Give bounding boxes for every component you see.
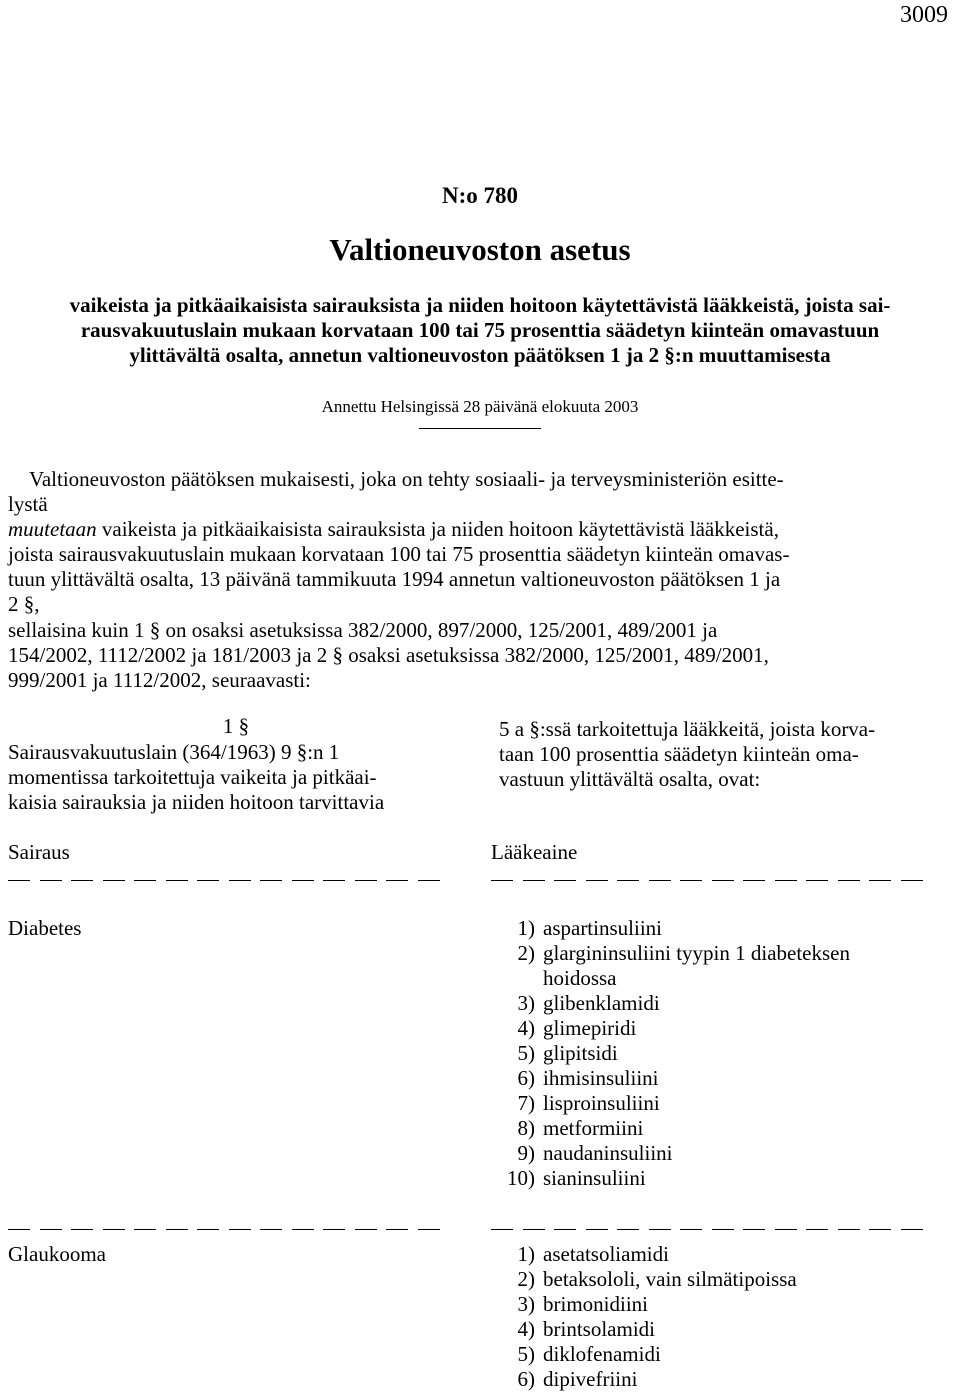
- disease-name: Glaukooma: [8, 1242, 106, 1266]
- intro-line: 154/2002, 1112/2002 ja 181/2003 ja 2 § osaksi asetuksissa 382/2000, 125/2001, 489/2001,: [8, 643, 769, 667]
- drug-item: [491, 916, 850, 941]
- decree-title: Valtioneuvoston asetus: [329, 232, 631, 267]
- section-heading: 1 §: [222, 714, 250, 738]
- drug-name: ihmisinsuliini: [543, 1066, 659, 1090]
- drug-item: [491, 1166, 850, 1191]
- page-number: 3009: [900, 2, 948, 28]
- subtitle-line: rausvakuutuslain mukaan korvataan 100 tai 75 prosenttia säädetyn kiinteän omavastuun: [80, 318, 880, 342]
- drug-number: 5): [517, 1342, 535, 1366]
- drug-number: 1): [517, 916, 535, 940]
- decree-number: N:o 780: [441, 183, 519, 208]
- drug-item: [491, 1116, 850, 1141]
- drug-number: 8): [517, 1116, 535, 1140]
- drug-item: [491, 1016, 850, 1041]
- drug-item: [491, 1317, 797, 1342]
- intro-line: Valtioneuvoston päätöksen mukaisesti, joka on tehty sosiaali- ja terveysministeriön esitte-: [29, 467, 784, 491]
- drug-list: [491, 916, 850, 1191]
- drug-number: 1): [517, 1242, 535, 1266]
- drug-number: 4): [517, 1317, 535, 1341]
- subtitle-line: vaikeista ja pitkäaikaisista sairauksista ja niiden hoitoon käytettävistä lääkkeistä, joista sai-: [69, 293, 891, 317]
- drug-number: 3): [517, 991, 535, 1015]
- drug-name: brimonidiini: [543, 1292, 648, 1316]
- drug-name: hoidossa: [543, 966, 617, 990]
- left-col-line: kaisia sairauksia ja niiden hoitoon tarvittavia: [8, 790, 385, 814]
- dashed-rule: [491, 1229, 923, 1230]
- dashed-rule: [8, 1229, 440, 1230]
- right-col-line: 5 a §:ssä tarkoitettuja lääkkeitä, joista korva-: [499, 717, 876, 741]
- drug-item: [491, 1066, 850, 1091]
- right-col-line: vastuun ylittävältä osalta, ovat:: [499, 767, 761, 791]
- drug-name: glimepiridi: [543, 1016, 637, 1040]
- drug-name: asetatsoliamidi: [543, 1242, 669, 1266]
- decree-subtitle: [8, 293, 952, 368]
- drug-number: 6): [517, 1367, 535, 1391]
- drug-item: [491, 1267, 797, 1292]
- intro-line: lystä: [8, 492, 48, 516]
- drug-item: [491, 941, 850, 966]
- drug-name: sianinsuliini: [543, 1166, 646, 1190]
- col-header-drug: Lääkeaine: [491, 840, 578, 864]
- drug-name: glipitsidi: [543, 1041, 618, 1065]
- given-date: Annettu Helsingissä 28 päivänä elokuuta 2003: [321, 397, 639, 416]
- drug-number: 4): [517, 1016, 535, 1040]
- amend-text: vaikeista ja pitkäaikaisista sairauksista ja niiden hoitoon käytettävistä lääkkeistä,: [101, 517, 779, 541]
- col-header-disease: Sairaus: [8, 840, 70, 864]
- drug-number: 5): [517, 1041, 535, 1065]
- subtitle-line: ylittävältä osalta, annetun valtioneuvoston päätöksen 1 ja 2 §:n muuttamisesta: [129, 343, 831, 367]
- drug-number: 7): [517, 1091, 535, 1115]
- drug-item: [491, 1367, 797, 1392]
- drug-name: betaksololi, vain silmätipoissa: [543, 1267, 797, 1291]
- dashed-rule: [8, 880, 440, 881]
- drug-name: glibenklamidi: [543, 991, 660, 1015]
- disease-name: Diabetes: [8, 916, 82, 940]
- intro-line: [8, 517, 779, 542]
- dashed-rule: [491, 880, 923, 881]
- amend-keyword: muutetaan: [8, 517, 97, 541]
- drug-name: metformiini: [543, 1116, 644, 1140]
- drug-number: 10): [507, 1166, 535, 1190]
- drug-number: 2): [517, 941, 535, 965]
- intro-line: sellaisina kuin 1 § on osaksi asetuksissa 382/2000, 897/2000, 125/2001, 489/2001 ja: [8, 618, 718, 642]
- intro-line: 2 §,: [8, 592, 40, 616]
- right-col-line: taan 100 prosenttia säädetyn kiinteän oma-: [499, 742, 859, 766]
- intro-line: joista sairausvakuutuslain mukaan korvataan 100 tai 75 prosenttia säädetyn kiinteän omavas-: [8, 542, 790, 566]
- drug-name: brintsolamidi: [543, 1317, 655, 1341]
- drug-number: 9): [517, 1141, 535, 1165]
- drug-name: naudaninsuliini: [543, 1141, 673, 1165]
- drug-name: diklofenamidi: [543, 1342, 661, 1366]
- drug-list: [491, 1242, 797, 1392]
- drug-name: glargininsuliini tyypin 1 diabeteksen: [543, 941, 850, 965]
- drug-name: aspartinsuliini: [543, 916, 662, 940]
- left-col-line: momentissa tarkoitettuja vaikeita ja pitkäai-: [8, 765, 377, 789]
- drug-name: dipivefriini: [543, 1367, 638, 1391]
- drug-number: 2): [517, 1267, 535, 1291]
- drug-item: [491, 1041, 850, 1066]
- drug-number: 6): [517, 1066, 535, 1090]
- drug-item: [491, 966, 850, 991]
- drug-item: [491, 991, 850, 1016]
- drug-item: [491, 1242, 797, 1267]
- left-col-line: Sairausvakuutuslain (364/1963) 9 §:n 1: [8, 740, 340, 764]
- separator-rule: [419, 428, 541, 429]
- intro-line: 999/2001 ja 1112/2002, seuraavasti:: [8, 668, 311, 692]
- drug-name: lisproinsuliini: [543, 1091, 660, 1115]
- drug-item: [491, 1091, 850, 1116]
- drug-item: [491, 1292, 797, 1317]
- intro-line: tuun ylittävältä osalta, 13 päivänä tammikuuta 1994 annetun valtioneuvoston päätöksen 1 ja: [8, 567, 781, 591]
- drug-number: 3): [517, 1292, 535, 1316]
- drug-item: [491, 1342, 797, 1367]
- drug-item: [491, 1141, 850, 1166]
